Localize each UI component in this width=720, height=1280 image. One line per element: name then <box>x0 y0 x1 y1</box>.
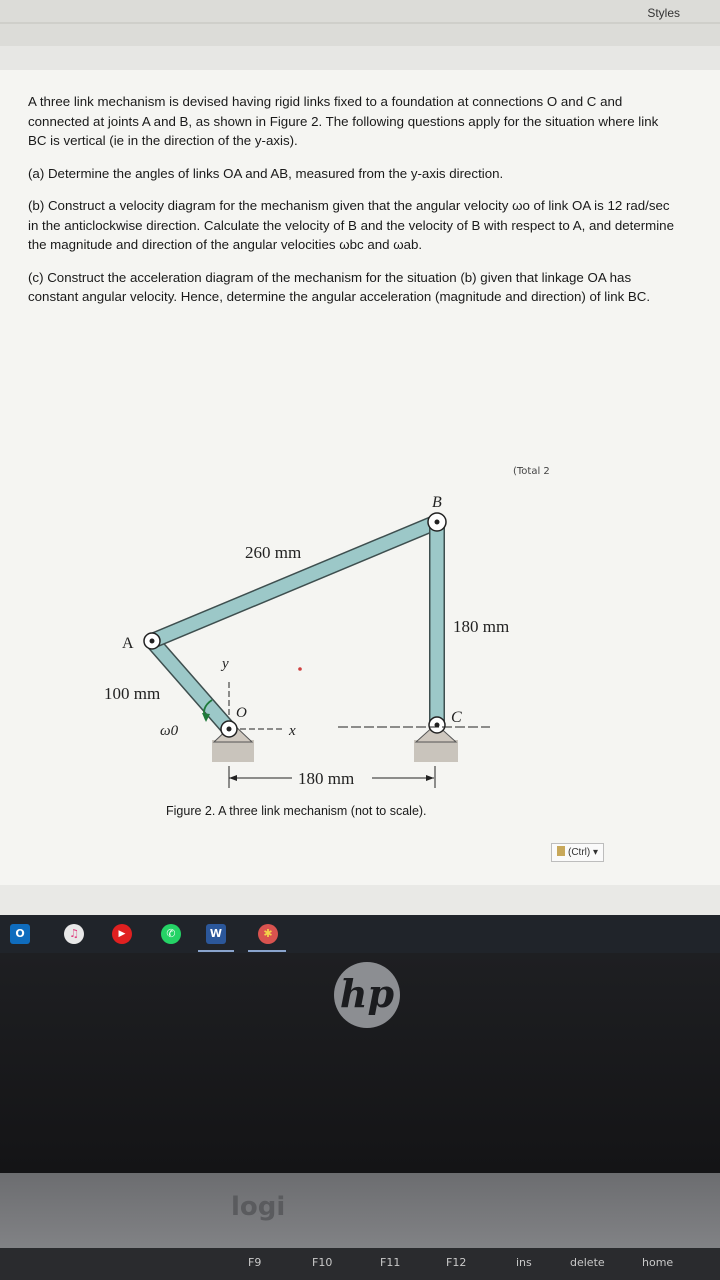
key-f11: F11 <box>380 1256 401 1269</box>
key-f9: F9 <box>248 1256 262 1269</box>
key-f10: F10 <box>312 1256 333 1269</box>
status-bar <box>0 885 720 915</box>
label-omega: ω0 <box>160 723 179 739</box>
dimension-arrow-c <box>426 775 434 781</box>
joint-o-pin <box>227 727 232 732</box>
key-home: home <box>642 1256 674 1269</box>
hp-logo: hp <box>334 962 400 1028</box>
paragraph-part-c: (c) Construct the acceleration diagram of the mechanism for the situation (b) given that linkage OA has constant angular velocity. Hence, determine the angular acceleration (magnitude and direction) of link BC. <box>28 269 651 304</box>
label-b: B <box>432 494 442 511</box>
label-a: A <box>122 635 134 652</box>
outlook-icon[interactable]: O <box>10 924 30 944</box>
youtube-icon[interactable]: ▶ <box>112 924 132 944</box>
link-ab-fill <box>152 522 437 641</box>
paragraph-intro: A three link mechanism is devised having rigid links fixed to a foundation at connections O and C and connected at joints A and B, as shown in Figure 2. The following questions apply for the situation where link BC is vertical (ie in the direction of the y-axis). <box>28 94 659 148</box>
figure-caption: Figure 2. A three link mechanism (not to scale). <box>166 804 427 818</box>
dimension-oa: 100 mm <box>104 684 161 703</box>
total-marks-fragment: (Total 2 <box>513 466 550 477</box>
joint-a-pin <box>150 639 155 644</box>
key-ins: ins <box>516 1256 532 1269</box>
keyboard-row <box>0 1248 720 1280</box>
link-oa-fill <box>152 641 229 729</box>
styles-button[interactable]: Styles <box>647 6 680 20</box>
joint-b-pin <box>435 520 440 525</box>
label-o: O <box>236 705 247 721</box>
key-f12: F12 <box>446 1256 467 1269</box>
dimension-ab: 260 mm <box>245 543 302 562</box>
taskbar <box>0 915 720 953</box>
dimension-bc: 180 mm <box>453 617 510 636</box>
label-x: x <box>289 723 296 739</box>
paragraph-part-a: (a) Determine the angles of links OA and AB, measured from the y-axis direction. <box>28 165 504 181</box>
paste-options-button[interactable] <box>551 843 604 862</box>
app-icon[interactable]: ✱ <box>258 924 278 944</box>
marker-dot <box>298 667 302 671</box>
paragraph-part-b: (b) Construct a velocity diagram for the mechanism given that the angular velocity ωo of link OA is 12 rad/sec in the anticlockwise direction. Calculate the velocity of B and the velocity of B with respect to A, and determine the magnitude and direction of the angular velocities ωbc and ωab. <box>28 198 674 252</box>
whatsapp-icon[interactable]: ✆ <box>161 924 181 944</box>
word-icon[interactable]: W <box>206 924 226 944</box>
itunes-icon[interactable]: ♫ <box>64 924 84 944</box>
dimension-oc: 180 mm <box>298 769 355 788</box>
ground-o <box>212 740 254 762</box>
word-active-indicator <box>198 950 234 952</box>
app-active-indicator <box>248 950 286 952</box>
paste-options-label: (Ctrl) ▾ <box>568 847 599 858</box>
clipboard-icon <box>557 846 565 856</box>
ground-c <box>414 740 458 762</box>
key-delete: delete <box>570 1256 605 1269</box>
label-c: C <box>451 709 462 726</box>
dimension-arrow-o <box>229 775 237 781</box>
logi-logo: logi <box>231 1192 286 1222</box>
label-y: y <box>222 656 229 672</box>
